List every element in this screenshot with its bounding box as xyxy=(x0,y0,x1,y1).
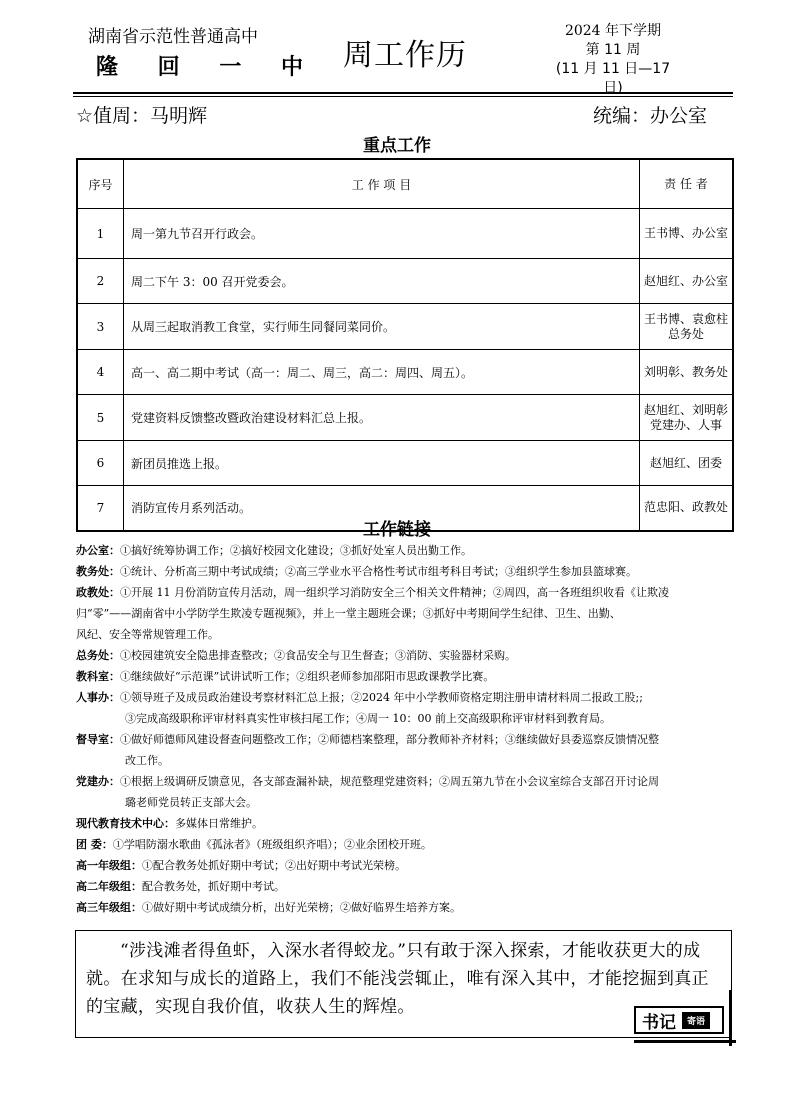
page-title: 周工作历 xyxy=(343,38,467,73)
row-num: 2 xyxy=(77,259,124,304)
row-num: 1 xyxy=(77,209,124,259)
table-row xyxy=(77,395,733,441)
row-resp: 赵旭红、刘明彰 党建办、人事 xyxy=(640,395,734,441)
link-label: 高二年级组： xyxy=(76,880,142,893)
row-item: 新团员推选上报。 xyxy=(124,441,640,486)
row-resp: 范忠阳、政教处 xyxy=(640,486,734,531)
duty-name: 马明辉 xyxy=(150,105,208,127)
week-dates: (11 月 11 日—17 日) xyxy=(555,61,671,96)
link-text-line: 配合教务处，抓好期中考试。 xyxy=(142,880,285,893)
tag-big: 书记 xyxy=(642,1012,676,1033)
link-item xyxy=(76,645,736,666)
link-text-line: ①做好期中考试成绩分析，出好光荣榜；②做好临界生培养方案。 xyxy=(142,901,461,914)
link-label: 督导室： xyxy=(76,733,120,746)
link-item xyxy=(76,540,736,561)
link-text-line: ①根据上级调研反馈意见，各支部查漏补缺，规范整理党建资料；②周五第九节在小会议室综合支部召开讨论周 xyxy=(120,775,659,788)
link-item xyxy=(76,561,736,582)
editor-label: 统编： xyxy=(593,105,651,127)
links-list xyxy=(76,540,736,918)
row-item: 从周三起取消教工食堂，实行师生同餐同菜同价。 xyxy=(124,304,640,350)
editor-name: 办公室 xyxy=(650,105,708,127)
link-text-line: ①继续做好“示范课”试讲试听工作；②组织老师参加邵阳市思政课教学比赛。 xyxy=(120,670,495,683)
row-num: 3 xyxy=(77,304,124,350)
term-info xyxy=(548,22,678,98)
link-text-line: 归“零”——湖南省中小学防学生欺凌专题视频》，并上一堂主题班会课；③抓好中考期间学生纪律、卫生、出勤、 xyxy=(76,607,621,620)
link-item xyxy=(76,834,736,855)
link-text-line: ③完成高级职称评审材料真实性审核扫尾工作；④周一 10：00 前上交高级职称评审材料到教育局。 xyxy=(125,712,611,725)
link-item xyxy=(76,855,736,876)
term: 2024 年下学期 xyxy=(564,23,662,39)
link-item xyxy=(76,582,736,645)
link-label: 现代教育技术中心： xyxy=(76,817,175,830)
tag-line-vertical xyxy=(729,990,732,1046)
link-text-line: ①做好师德师风建设督查问题整改工作；②师德档案整理，部分教师补齐材料；③继续做好县委巡察反馈情况整 xyxy=(120,733,659,746)
row-num: 7 xyxy=(77,486,124,531)
link-item xyxy=(76,771,736,813)
table-row xyxy=(77,304,733,350)
link-text-line: ①学唱防溺水歌曲《孤泳者》（班级组织齐唱）；②业余团校开班。 xyxy=(112,838,432,851)
school-name: 隆 回 一 中 xyxy=(96,55,319,80)
link-text-line: ①领导班子及成员政治建设考察材料汇总上报；②2024 年中小学教师资格定期注册申请材料周二报政工股;; xyxy=(120,691,643,704)
link-text-line: 改工作。 xyxy=(125,754,169,767)
row-item: 党建资料反馈整改暨政治建设材料汇总上报。 xyxy=(124,395,640,441)
row-num: 5 xyxy=(77,395,124,441)
links-title: 工作链接 xyxy=(363,520,431,540)
duty-label: 值周： xyxy=(93,105,151,127)
key-work-title: 重点工作 xyxy=(363,136,431,156)
header-item: 工 作 项 目 xyxy=(124,159,640,209)
link-label: 高三年级组： xyxy=(76,901,142,914)
table-row xyxy=(77,209,733,259)
row-resp: 赵旭红、办公室 xyxy=(640,259,734,304)
link-text-line: ①开展 11 月份消防宣传月活动，周一组织学习消防安全三个相关文件精神；②周四，高一各班组织收看《让欺凌 xyxy=(120,586,669,599)
key-work-table xyxy=(76,158,734,532)
link-label: 总务处： xyxy=(76,649,120,662)
editor-line xyxy=(593,101,707,128)
link-text-line: 璐老师党员转正支部大会。 xyxy=(125,796,257,809)
row-item: 周二下午 3：00 召开党委会。 xyxy=(124,259,640,304)
link-item xyxy=(76,666,736,687)
week-number: 第 11 周 xyxy=(585,42,641,58)
link-item xyxy=(76,729,736,771)
link-text-line: ①统计、分析高三期中考试成绩；②高三学业水平合格性考试市组考科目考试；③组织学生参加县篮球赛。 xyxy=(120,565,637,578)
link-item xyxy=(76,813,736,834)
link-text-line: ①搞好统筹协调工作；②搞好校园文化建设；③抓好处室人员出勤工作。 xyxy=(120,544,472,557)
link-label: 高一年级组： xyxy=(76,859,142,872)
star-icon: ☆ xyxy=(76,105,94,127)
row-num: 6 xyxy=(77,441,124,486)
duty-line xyxy=(76,101,207,128)
link-text-line: 风纪、安全等常规管理工作。 xyxy=(76,628,219,641)
link-label: 人事办： xyxy=(76,691,120,704)
tag-small: 寄语 xyxy=(682,1012,710,1029)
table-row xyxy=(77,350,733,395)
header-rule-thick xyxy=(73,92,733,94)
header-resp: 责 任 者 xyxy=(640,159,734,209)
row-item: 周一第九节召开行政会。 xyxy=(124,209,640,259)
tag-line-horizontal xyxy=(634,1040,736,1043)
row-resp: 刘明彰、教务处 xyxy=(640,350,734,395)
link-label: 办公室： xyxy=(76,544,120,557)
secretary-tag xyxy=(634,1006,724,1034)
row-item: 高一、高二期中考试（高一：周二、周三，高二：周四、周五）。 xyxy=(124,350,640,395)
link-item xyxy=(76,876,736,897)
link-label: 教务处： xyxy=(76,565,120,578)
table-row xyxy=(77,259,733,304)
link-item xyxy=(76,897,736,918)
header-rule-thin xyxy=(73,96,733,97)
link-text-line: ①校园建筑安全隐患排查整改；②食品安全与卫生督查；③消防、实验器材采购。 xyxy=(120,649,516,662)
link-text-line: 多媒体日常维护。 xyxy=(175,817,263,830)
link-label: 教科室： xyxy=(76,670,120,683)
table-header-row xyxy=(77,159,733,209)
row-resp: 王书博、办公室 xyxy=(640,209,734,259)
row-resp: 赵旭红、团委 xyxy=(640,441,734,486)
link-label: 团 委： xyxy=(76,838,113,851)
row-resp: 王书博、袁愈柱 总务处 xyxy=(640,304,734,350)
row-item: 消防宣传月系列活动。 xyxy=(124,486,640,531)
link-label: 政教处： xyxy=(76,586,120,599)
school-label: 湖南省示范性普通高中 xyxy=(88,27,258,47)
link-label: 党建办： xyxy=(76,775,120,788)
link-item xyxy=(76,687,736,729)
row-num: 4 xyxy=(77,350,124,395)
header-num: 序号 xyxy=(77,159,124,209)
table-row xyxy=(77,441,733,486)
link-text-line: ①配合教务处抓好期中考试；②出好期中考试光荣榜。 xyxy=(142,859,406,872)
quote-text: “涉浅滩者得鱼虾，入深水者得蛟龙。”只有敢于深入探索，才能收获更大的成就。在求知与成长的道路上，我们不能浅尝辄止，唯有深入其中，才能挖掘到真正的宝藏，实现自我价值，收获人生的辉煌。 xyxy=(86,941,709,1017)
